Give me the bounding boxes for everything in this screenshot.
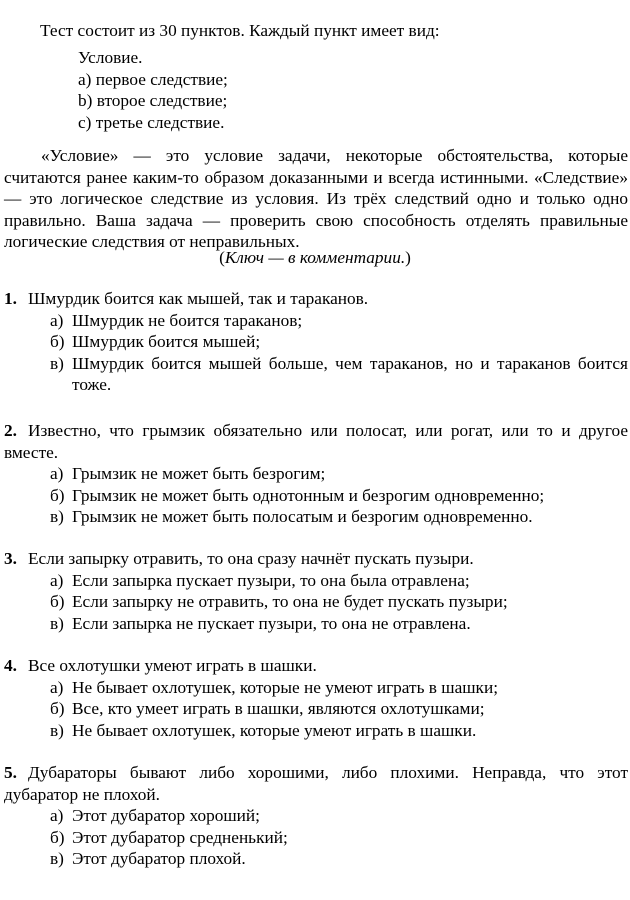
- question-number: 4.: [4, 656, 17, 675]
- question-stem: [4, 420, 628, 463]
- question-number: 5.: [4, 763, 17, 782]
- option-b: [4, 331, 628, 353]
- option-b: [4, 485, 628, 507]
- option-a: [4, 310, 628, 332]
- option-a: [4, 677, 628, 699]
- option-text: Не бывает охлотушек, которые не умеют играть в шашки;: [72, 677, 498, 697]
- question-stem: [4, 288, 628, 310]
- option-text: Если запырка пускает пузыри, то она была отравлена;: [72, 570, 470, 590]
- question-options: [4, 463, 628, 528]
- option-text: Этот дубаратор средненький;: [72, 827, 288, 847]
- option-c: [4, 720, 628, 742]
- format-option-c: с) третье следствие.: [78, 112, 225, 132]
- question-number: 2.: [4, 421, 17, 440]
- option-c: [4, 613, 628, 635]
- option-text: Шмурдик боится мышей;: [72, 332, 261, 351]
- option-text: Если запырка не пускает пузыри, то она не отравлена.: [72, 613, 471, 633]
- format-condition: Условие.: [78, 48, 143, 67]
- key-open-paren: (: [219, 248, 225, 267]
- key-close-paren: ): [405, 248, 411, 267]
- item-format-example: [78, 47, 228, 133]
- option-label: в): [50, 353, 64, 373]
- option-label: в): [50, 720, 64, 740]
- option-c: [4, 848, 628, 870]
- question-stem: [4, 762, 628, 805]
- option-c: [4, 506, 628, 528]
- option-text: Грымзик не может быть безрогим;: [72, 464, 326, 483]
- option-text: Шмурдик не боится тараканов;: [72, 310, 303, 330]
- question-text: Дубараторы бывают либо хорошими, либо плохими. Неправда, что этот дубаратор не плохой.: [4, 763, 628, 804]
- question-number: 1.: [4, 289, 17, 308]
- option-text: Грымзик не может быть полосатым и безрогим одновременно.: [72, 507, 533, 526]
- key-text: Ключ — в комментарии.: [224, 248, 406, 267]
- format-option-a: а) первое следствие;: [78, 69, 228, 89]
- question-options: [4, 310, 628, 396]
- question-options: [4, 677, 628, 742]
- option-text: Шмурдик боится мышей больше, чем тараканов, но и тараканов боится тоже.: [72, 353, 628, 394]
- option-text: Не бывает охлотушек, которые умеют играть в шашки.: [72, 720, 477, 740]
- option-label: а): [50, 310, 64, 330]
- format-option-b: b) вторoе следствие;: [78, 91, 228, 110]
- option-label: а): [50, 677, 64, 697]
- option-text: Если запырку не отравить, то она не будет пускать пузыри;: [72, 592, 508, 611]
- instructions-text: «Условие» — это условие задачи, некоторые обстоятельства, которые считаются ранее каким-то образом доказанными и всегда истинными. «Следствие» — это логическое следствие из условия. Из трёх следствий одно и только одно правильно. Ваша задача — проверить свою способность отделять правильные логические следствия от неправильных.: [4, 146, 628, 251]
- question-3: [4, 548, 628, 634]
- question-text: Шмурдик боится как мышей, так и тараканов.: [28, 289, 369, 308]
- question-options: [4, 805, 628, 870]
- answer-key-note: [0, 247, 630, 269]
- option-text: Этот дубаратор хороший;: [72, 806, 260, 825]
- question-options: [4, 570, 628, 635]
- question-stem: [4, 655, 628, 677]
- option-label: а): [50, 806, 64, 825]
- question-1: [4, 288, 628, 396]
- question-number: 3.: [4, 549, 17, 568]
- option-b: [4, 698, 628, 720]
- question-4: [4, 655, 628, 741]
- question-text: Если запырку отравить, то она сразу начнёт пускать пузыри.: [28, 549, 474, 568]
- option-a: [4, 805, 628, 827]
- option-c: [4, 353, 628, 396]
- option-label: б): [50, 699, 65, 718]
- question-2: [4, 420, 628, 528]
- option-label: в): [50, 507, 64, 526]
- option-label: б): [50, 592, 65, 611]
- option-text: Грымзик не может быть однотонным и безрогим одновременно;: [72, 485, 545, 505]
- option-a: [4, 463, 628, 485]
- option-label: а): [50, 570, 64, 590]
- option-label: в): [50, 849, 64, 868]
- option-label: в): [50, 613, 64, 633]
- option-text: Все, кто умеет играть в шашки, являются охлотушками;: [72, 699, 485, 718]
- option-a: [4, 570, 628, 592]
- intro-text: Тест состоит из 30 пунктов. Каждый пункт имеет вид:: [40, 21, 440, 40]
- option-label: б): [50, 827, 65, 847]
- option-label: а): [50, 464, 64, 483]
- option-label: б): [50, 485, 65, 505]
- question-5: [4, 762, 628, 870]
- question-text: Все охлотушки умеют играть в шашки.: [28, 656, 317, 675]
- option-label: б): [50, 332, 65, 351]
- question-text: Известно, что грымзик обязательно или полосат, или рогат, или то и другое вместе.: [4, 421, 628, 462]
- question-stem: [4, 548, 628, 570]
- option-text: Этот дубаратор плохой.: [72, 849, 246, 868]
- option-b: [4, 591, 628, 613]
- instructions-paragraph: [4, 145, 628, 253]
- option-b: [4, 827, 628, 849]
